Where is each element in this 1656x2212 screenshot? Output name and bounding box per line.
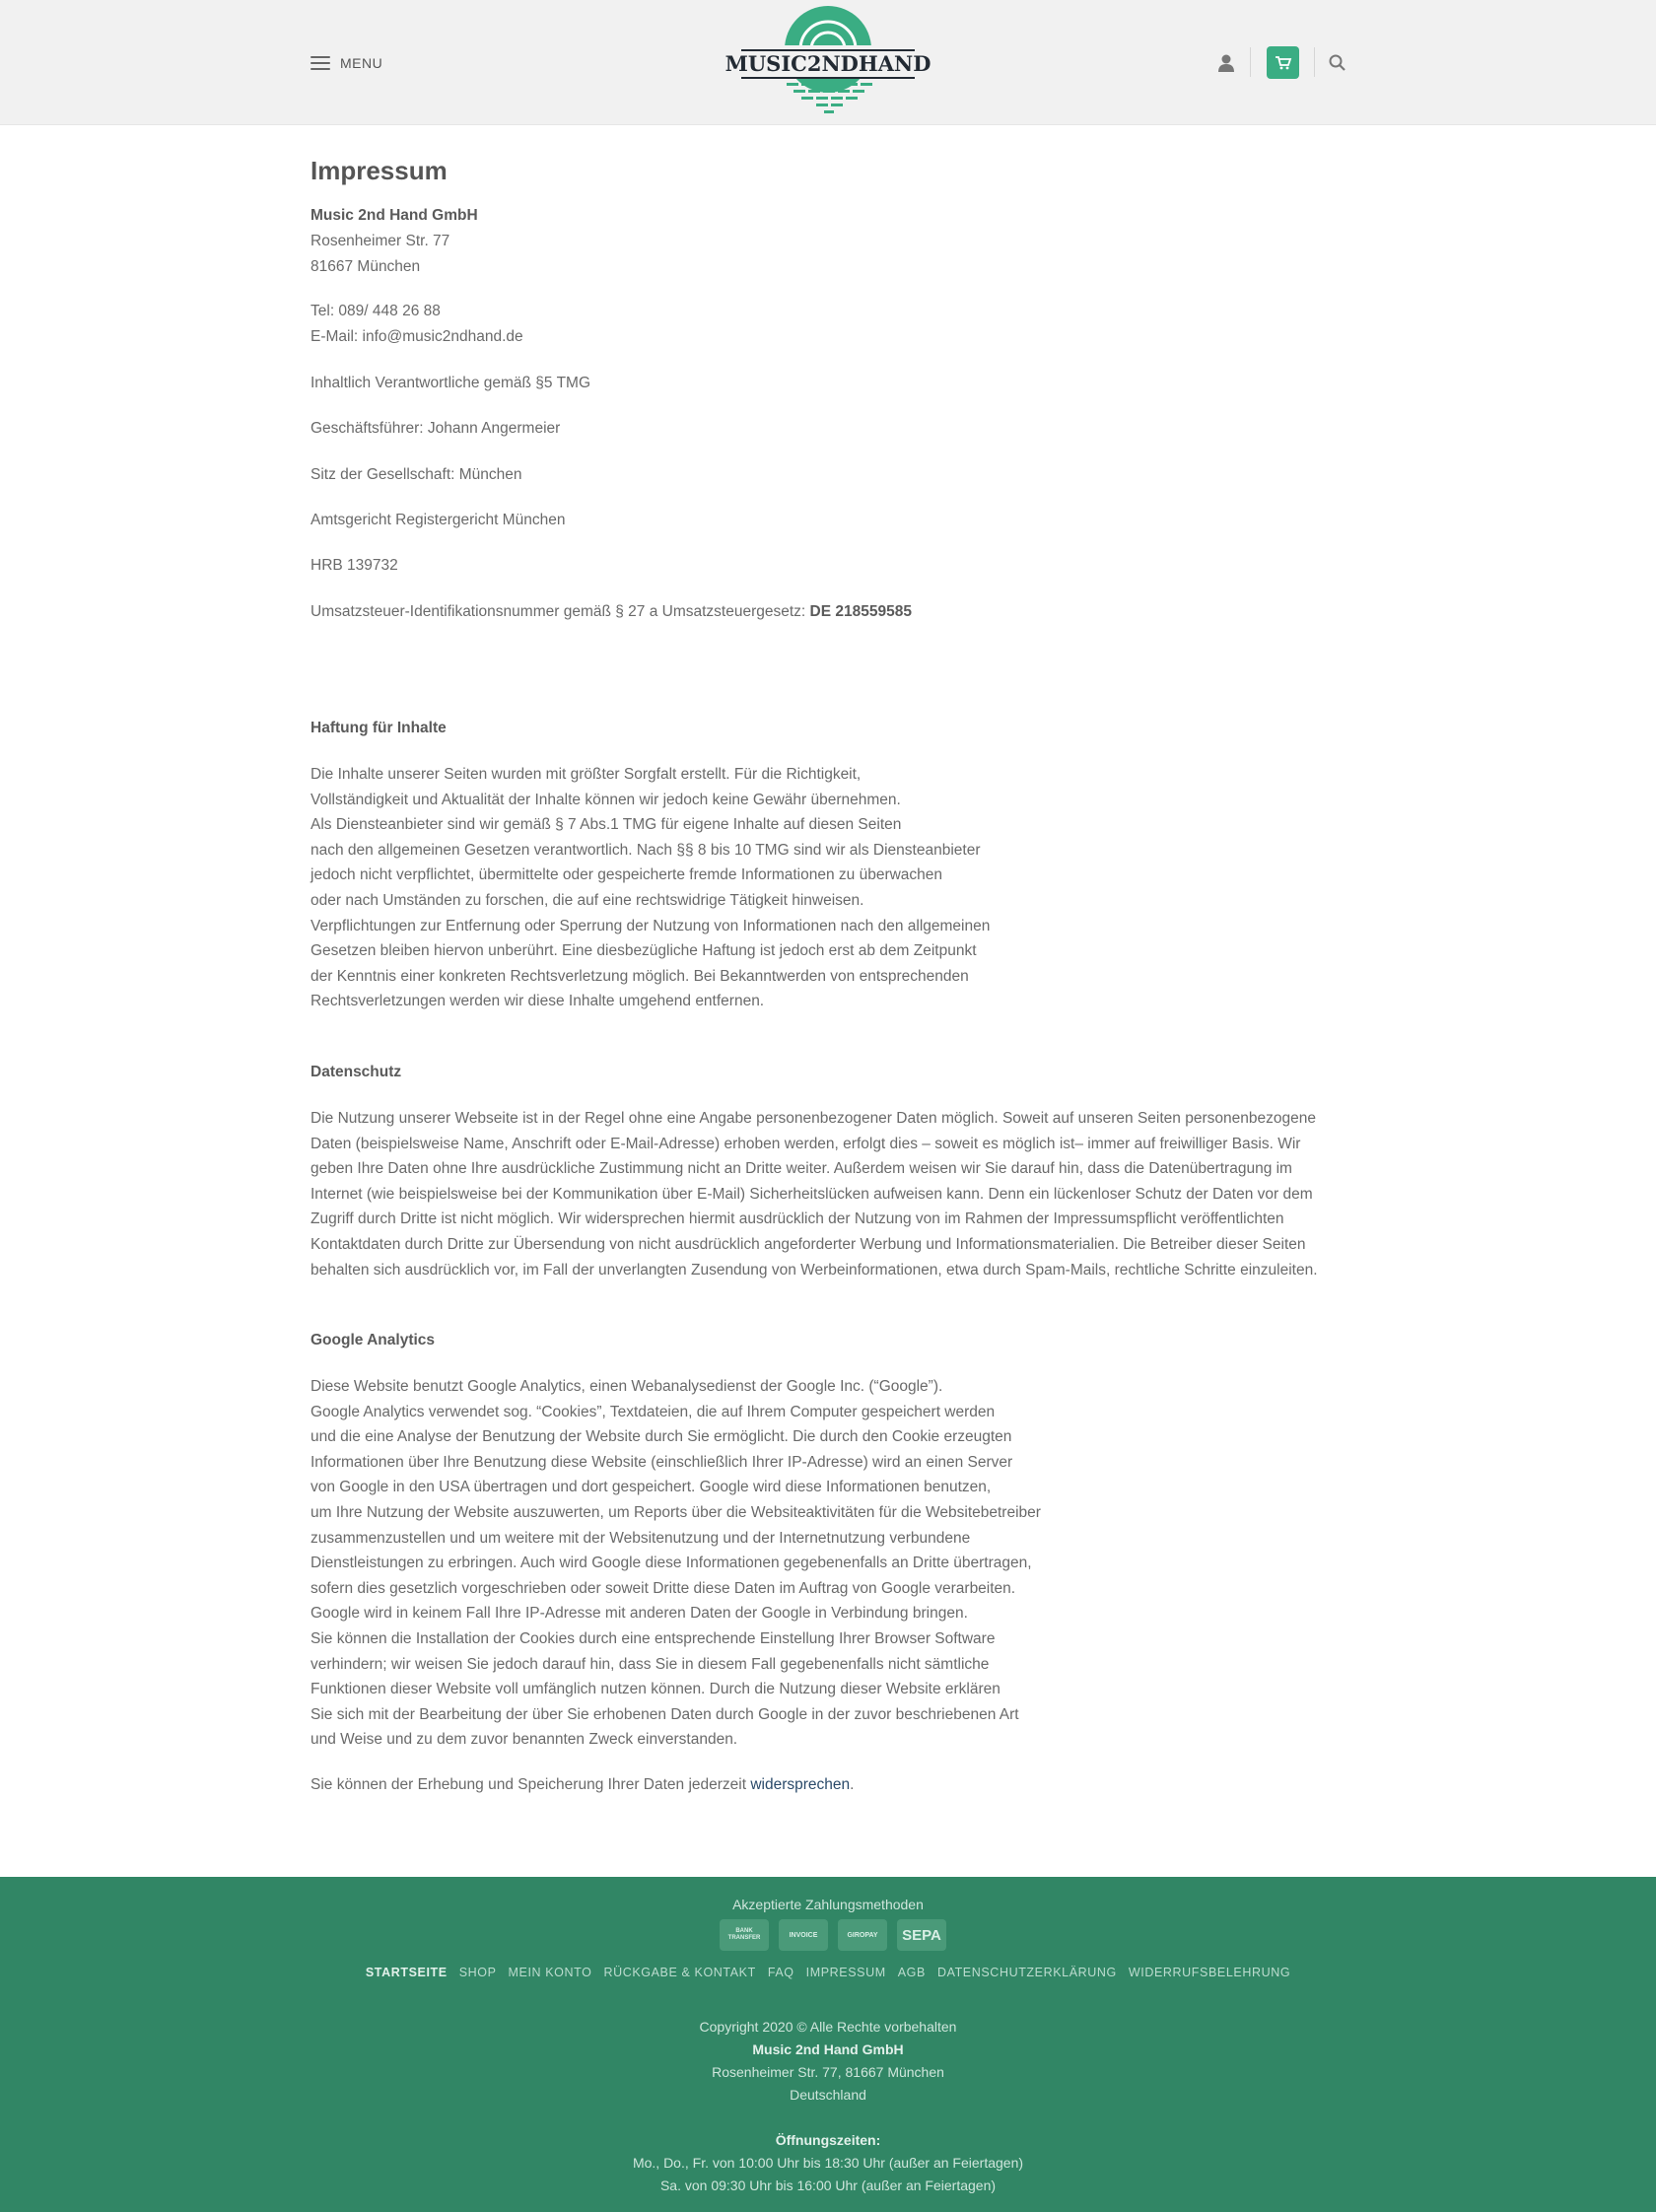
opening-hours-weekdays: Mo., Do., Fr. von 10:00 Uhr bis 18:30 Uhr (außer an Feiertagen) [632, 2155, 1024, 2171]
hamburger-icon [310, 56, 330, 70]
vat-id [310, 599, 912, 625]
footer-link[interactable]: MEIN KONTO [508, 1966, 592, 1979]
text-line: Funktionen dieser Website voll umfänglich nutzen können. Durch die Nutzung dieser Website erklären [310, 1681, 1000, 1698]
page-title: Impressum [310, 156, 448, 185]
footer-link[interactable]: FAQ [767, 1966, 794, 1979]
text-line: zusammenzustellen und um weitere mit der Websitenutzung und der Internetnutzung verbundene [310, 1529, 971, 1547]
header-divider [1250, 47, 1251, 77]
text-line: Dienstleistungen zu erbringen. Auch wird Google diese Informationen gegebenenfalls an Dritte übertragen, [310, 1555, 1032, 1572]
street: Rosenheimer Str. 77 [310, 233, 450, 249]
footer-address: Rosenheimer Str. 77, 81667 München [712, 2064, 944, 2080]
text-line: oder nach Umständen zu forschen, die auf eine rechtswidrige Tätigkeit hinweisen. [310, 892, 864, 909]
company-name: Music 2nd Hand GmbH [310, 207, 478, 224]
hrb-number: HRB 139732 [310, 557, 398, 574]
text-line: Verpflichtungen zur Entfernung oder Sperrung der Nutzung von Informationen nach den allgemeinen [310, 917, 991, 934]
footer-country: Deutschland [790, 2087, 866, 2103]
site-header [0, 0, 1656, 125]
site-logo[interactable] [724, 6, 932, 118]
user-icon[interactable] [1216, 53, 1236, 73]
opening-hours-title: Öffnungszeiten: [775, 2132, 881, 2148]
text-line: Zugriff durch Dritte ist nicht möglich. Wir widersprechen hiermit ausdrücklich der Nutzung von im Rahmen der Impressumspflicht veröffentlichten [310, 1210, 1284, 1228]
text-line: nach den allgemeinen Gesetzen verantwortlich. Nach §§ 8 bis 10 TMG sind wir als Diensteanbieter [310, 841, 981, 859]
text-line: sofern dies gesetzlich vorgeschrieben oder soweit Dritte diese Daten im Auftrag von Google verarbeiten. [310, 1579, 1016, 1597]
cart-button[interactable] [1267, 46, 1299, 79]
footer-link[interactable]: WIDERRUFSBELEHRUNG [1128, 1966, 1291, 1979]
haftung-heading: Haftung für Inhalte [310, 720, 447, 736]
payment-methods [720, 1919, 946, 1951]
text-line: Rechtsverletzungen werden wir diese Inhalte umgehend entfernen. [310, 993, 765, 1010]
copyright: Copyright 2020 © Alle Rechte vorbehalten [699, 2019, 957, 2035]
vat-label: Umsatzsteuer-Identifikationsnummer gemäß § 27 a Umsatzsteuergesetz: [310, 603, 810, 620]
text-line: Daten (beispielsweise Name, Anschrift oder E-Mail-Adresse) erhoben werden, erfolgt dies – soweit es möglich ist– immer auf freiwilliger Basis. Wir [310, 1135, 1301, 1152]
optout-text: Sie können der Erhebung und Speicherung Ihrer Daten jederzeit [310, 1776, 751, 1793]
footer-nav [0, 1966, 1656, 1979]
optout-link[interactable]: widersprechen [750, 1776, 851, 1793]
text-line: der Kenntnis einer konkreten Rechtsverletzung möglich. Bei Bekanntwerden von entsprechenden [310, 967, 969, 985]
text-line: jedoch nicht verpflichtet, übermittelte oder gespeicherte fremde Informationen zu überwachen [310, 866, 943, 884]
cart-icon [1276, 56, 1291, 70]
text-line: Google Analytics verwendet sog. “Cookies”, Textdateien, die auf Ihrem Computer gespeichert werden [310, 1403, 996, 1420]
search-icon[interactable] [1328, 53, 1347, 73]
bank-transfer-icon: BANK TRANSFER [720, 1919, 769, 1951]
text-line: Informationen über Ihre Benutzung diese Website (einschließlich Ihrer IP-Adresse) wird an einen Server [310, 1453, 1013, 1471]
text-line: Sie sich mit der Bearbeitung der über Sie erhobenen Daten durch Google in der zuvor beschriebenen Art [310, 1705, 1019, 1723]
text-line: Sie können die Installation der Cookies durch eine entsprechende Einstellung Ihrer Browser Software [310, 1630, 996, 1647]
footer-link[interactable]: SHOP [458, 1966, 497, 1979]
footer-link[interactable]: STARTSEITE [365, 1966, 448, 1979]
city: 81667 München [310, 258, 421, 275]
text-line: Vollständigkeit und Aktualität der Inhalte können wir jedoch keine Gewähr übernehmen. [310, 791, 901, 808]
datenschutz-heading: Datenschutz [310, 1064, 402, 1080]
footer-company: Music 2nd Hand GmbH [752, 2041, 904, 2057]
text-line: Die Inhalte unserer Seiten wurden mit größter Sorgfalt erstellt. Für die Richtigkeit, [310, 766, 862, 783]
vat-number: DE 218559585 [809, 603, 912, 620]
text-line: um Ihre Nutzung der Website auszuwerten, um Reports über die Websiteaktivitäten für die Websitebetreiber [310, 1504, 1041, 1521]
footer-link[interactable]: RÜCKGABE & KONTAKT [603, 1966, 756, 1979]
responsible-note: Inhaltlich Verantwortliche gemäß §5 TMG [310, 375, 591, 391]
text-line: Als Diensteanbieter sind wir gemäß § 7 Abs.1 TMG für eigene Inhalte auf diesen Seiten [310, 816, 902, 834]
header-divider [1314, 47, 1315, 77]
company-seat: Sitz der Gesellschaft: München [310, 466, 522, 483]
opening-hours-saturday: Sa. von 09:30 Uhr bis 16:00 Uhr (außer an Feiertagen) [659, 2177, 997, 2193]
footer-link[interactable]: IMPRESSUM [805, 1966, 886, 1979]
menu-button[interactable] [310, 52, 382, 74]
text-line: geben Ihre Daten ohne Ihre ausdrückliche Zustimmung nicht an Dritte weiter. Außerdem weisen wir Sie darauf hin, dass die Datenübertragung im [310, 1160, 1292, 1178]
optout-end: . [850, 1776, 855, 1793]
payment-title: Akzeptierte Zahlungsmethoden [732, 1897, 924, 1912]
email: E-Mail: info@music2ndhand.de [310, 328, 523, 345]
text-line: und Weise und zu dem zuvor benannten Zweck einverstanden. [310, 1731, 738, 1749]
phone: Tel: 089/ 448 26 88 [310, 303, 441, 319]
optout-paragraph [310, 1772, 854, 1798]
google-analytics-heading: Google Analytics [310, 1332, 436, 1348]
text-line: Google wird in keinem Fall Ihre IP-Adresse mit anderen Daten der Google in Verbindung bringen. [310, 1605, 968, 1623]
footer-link[interactable]: AGB [897, 1966, 926, 1979]
register-court: Amtsgericht Registergericht München [310, 512, 566, 528]
footer-link[interactable]: DATENSCHUTZERKLÄRUNG [936, 1966, 1117, 1979]
invoice-icon: INVOICE [779, 1919, 828, 1951]
text-line: behalten sich ausdrücklich vor, im Fall der unverlangten Zusendung von Werbeinformationen, etwa durch Spam-Mails, rechtliche Schritte einzuleiten. [310, 1261, 1318, 1279]
sepa-icon: SEPA [897, 1919, 946, 1951]
svg-text:MUSIC2NDHAND: MUSIC2NDHAND [724, 51, 932, 76]
giropay-icon: GIROPAY [838, 1919, 887, 1951]
text-line: Gesetzen bleiben hiervon unberührt. Eine diesbezügliche Haftung ist jedoch erst ab dem Zeitpunkt [310, 942, 977, 960]
text-line: und die eine Analyse der Benutzung der Website durch Sie ermöglicht. Die durch den Cookie erzeugten [310, 1428, 1012, 1446]
text-line: Die Nutzung unserer Webseite ist in der Regel ohne eine Angabe personenbezogener Daten möglich. Soweit auf unseren Seiten personenbezogene [310, 1110, 1316, 1127]
ceo: Geschäftsführer: Johann Angermeier [310, 420, 561, 437]
text-line: Internet (wie beispielsweise bei der Kommunikation über E-Mail) Sicherheitslücken aufweisen kann. Denn ein lückenloser Schutz der Daten vor dem [310, 1185, 1313, 1203]
menu-label: MENU [340, 55, 383, 71]
text-line: Kontaktdaten durch Dritte zur Übersendung von nicht ausdrücklich angeforderter Werbung und Informationsmaterialien. Die Betreiber dieser Seiten [310, 1236, 1306, 1253]
text-line: Diese Website benutzt Google Analytics, einen Webanalysedienst der Google Inc. (“Google”). [310, 1378, 943, 1395]
text-line: verhindern; wir weisen Sie jedoch darauf hin, dass Sie in diesem Fall gegebenenfalls nicht sämtliche [310, 1655, 990, 1673]
text-line: von Google in den USA übertragen und dort gespeichert. Google wird diese Informationen benutzen, [310, 1479, 992, 1496]
